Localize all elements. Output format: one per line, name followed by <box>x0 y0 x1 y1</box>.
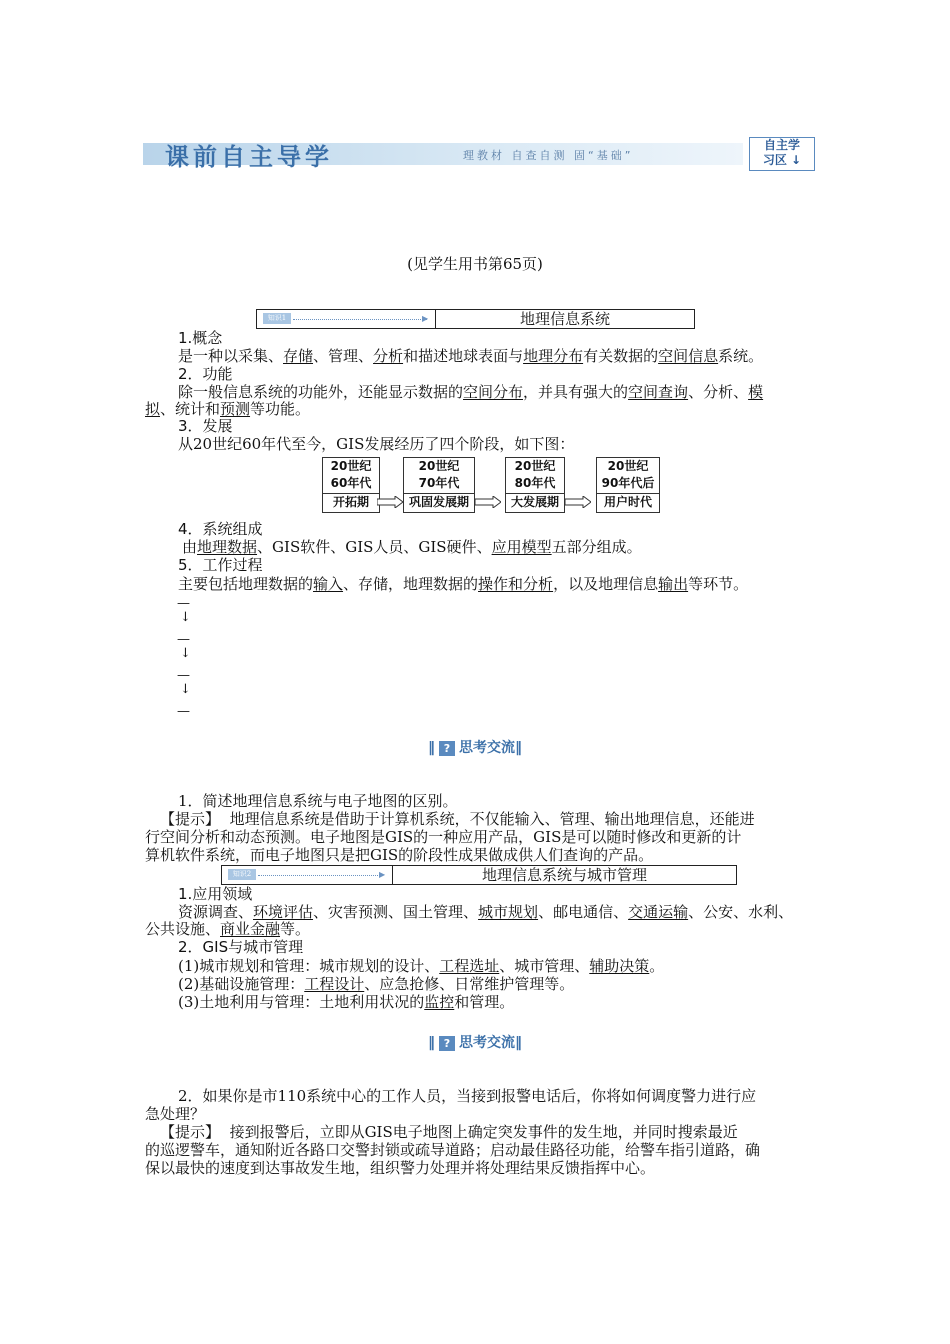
blank-answer: 环境评估 <box>253 903 314 921</box>
down-arrow-icon: ↓ <box>180 682 191 697</box>
stage-box: 20世纪 60年代 开拓期 <box>322 457 380 513</box>
down-arrow-icon: ↓ <box>180 610 191 625</box>
knowledge-badge: 知识2 <box>228 869 256 880</box>
blank-answer: 拟 <box>145 400 161 418</box>
hint-1-line2: 行空间分析和动态预测。电子地图是GIS的一种应用产品，GIS是可以随时修改和更新的计 <box>145 828 742 846</box>
concept-heading: 1.概念 <box>178 329 223 347</box>
hint-1-line3: 算机软件系统，而电子地图只是把GIS的阶段性成果做成供人们查询的产品。 <box>145 846 654 864</box>
gis-city-heading: 2．GIS与城市管理 <box>178 938 304 956</box>
hint-label: 【提示】 <box>160 1123 221 1141</box>
arrow-head-icon: ▶ <box>379 870 386 879</box>
banner-title: 课前自主导学 <box>165 143 333 171</box>
blank-answer: 操作和分析 <box>478 575 554 593</box>
stage-phase: 大发展期 <box>510 495 559 509</box>
gis-city-item-2: (2)基础设施管理：工程设计、应急抢修、日常维护管理等。 <box>178 975 575 993</box>
section-title: 地理信息系统与城市管理 <box>481 866 647 884</box>
concept-text: 是一种以采集、存储、管理、分析和描述地球表面与地理分布有关数据的空间信息系统。 <box>178 347 764 365</box>
blank-answer: 工程选址 <box>439 957 500 975</box>
blank-line: — <box>177 668 190 683</box>
gis-city-item-1: (1)城市规划和管理：城市规划的设计、工程选址、城市管理、辅助决策。 <box>178 957 665 975</box>
function-text-line1: 除一般信息系统的功能外，还能显示数据的空间分布，并具有强大的空间查询、分析、模 <box>178 383 764 401</box>
stage-phase: 开拓期 <box>332 495 369 509</box>
blank-answer: 空间分布 <box>463 383 524 401</box>
process-heading: 5．工作过程 <box>178 556 263 574</box>
blank-line: — <box>177 704 190 719</box>
self-study-box-line1: 自主学 <box>763 138 800 152</box>
stage-phase: 巩固发展期 <box>408 495 469 509</box>
stage-box: 20世纪 90年代后 用户时代 <box>596 457 660 513</box>
gis-city-item-3: (3)土地利用与管理：土地利用状况的监控和管理。 <box>178 993 515 1011</box>
flow-arrow-icon <box>475 496 501 508</box>
section-header-gis <box>256 309 695 329</box>
think-exchange-label: ‖ ? 思考交流‖ <box>428 1035 522 1051</box>
section-tag <box>257 310 436 328</box>
blank-answer: 预测 <box>220 400 251 418</box>
development-text: 从20世纪60年代至今，GIS发展经历了四个阶段，如下图： <box>178 435 575 453</box>
down-arrow-icon: ↓ <box>180 646 191 661</box>
think-exchange-label: ‖ ? 思考交流‖ <box>428 740 522 756</box>
application-heading: 1.应用领域 <box>178 885 253 903</box>
blank-answer: 模 <box>748 383 764 401</box>
process-blank-column <box>177 598 191 720</box>
hint-label: 【提示】 <box>160 810 221 828</box>
stage-box: 20世纪 70年代 巩固发展期 <box>403 457 475 513</box>
blank-answer: 交通运输 <box>628 903 689 921</box>
stage-box: 20世纪 80年代 大发展期 <box>505 457 565 513</box>
section-header-city <box>221 865 737 885</box>
blank-answer: 商业金融 <box>220 920 281 938</box>
flow-arrow-icon <box>377 496 403 508</box>
application-line2: 公共设施、商业金融等。 <box>145 920 311 938</box>
question-icon: ? <box>439 1036 455 1051</box>
composition-text: 由地理数据、GIS软件、GIS人员、GIS硬件、应用模型五部分组成。 <box>182 538 642 556</box>
process-text: 主要包括地理数据的输入、存储，地理数据的操作和分析，以及地理信息输出等环节。 <box>178 575 749 593</box>
blank-answer: 城市规划 <box>478 903 539 921</box>
banner-subtitle: 理教材 自查自测 固“基础” <box>463 149 634 162</box>
development-heading: 3．发展 <box>178 417 233 435</box>
question-2-line2: 急处理？ <box>145 1105 206 1123</box>
hint-1-line1: 【提示】 地理信息系统是借助于计算机系统，不仅能输入、管理、输出地理信息，还能进 <box>160 810 755 828</box>
blank-answer: 分析 <box>373 347 404 365</box>
blank-answer: 监控 <box>424 993 455 1011</box>
page-reference: (见学生用书第65页) <box>407 255 543 273</box>
blank-answer: 辅助决策 <box>589 957 650 975</box>
blank-answer: 地理数据 <box>197 538 258 556</box>
question-1: 1．简述地理信息系统与电子地图的区别。 <box>178 792 458 810</box>
blank-answer: 空间信息 <box>658 347 719 365</box>
self-study-box-line2: 习区 ↓ <box>762 153 802 167</box>
question-2-line1: 2．如果你是市110系统中心的工作人员，当接到报警电话后，你将如何调度警力进行应 <box>178 1087 757 1105</box>
application-line1: 资源调查、环境评估、灾害预测、国土管理、城市规划、邮电通信、交通运输、公安、水利、 <box>178 903 794 921</box>
hint-2-line1: 【提示】 接到报警后，立即从GIS电子地图上确定突发事件的发生地，并同时搜索最近 <box>160 1123 738 1141</box>
section-tag <box>222 866 393 884</box>
hint-2-line2: 的巡逻警车，通知附近各路口交警封锁或疏导道路；启动最佳路径功能，给警车指引道路，确 <box>145 1141 761 1159</box>
blank-answer: 地理分布 <box>523 347 584 365</box>
arrow-line <box>258 875 380 876</box>
question-icon: ? <box>439 741 455 756</box>
function-text-line2: 拟、统计和预测等功能。 <box>145 400 311 418</box>
blank-answer: 工程设计 <box>304 975 365 993</box>
arrow-head-icon: ▶ <box>422 314 429 323</box>
blank-line: — <box>177 596 190 611</box>
section-title: 地理信息系统 <box>519 310 610 328</box>
blank-answer: 存储 <box>283 347 314 365</box>
gis-stage-flow <box>322 457 662 515</box>
blank-answer: 输入 <box>313 575 344 593</box>
blank-answer: 空间查询 <box>628 383 689 401</box>
blank-answer: 输出 <box>658 575 689 593</box>
arrow-line <box>293 319 427 320</box>
flow-arrow-icon <box>565 496 591 508</box>
function-heading: 2．功能 <box>178 365 233 383</box>
hint-2-line3: 保以最快的速度到达事故发生地，组织警力处理并将处理结果反馈指挥中心。 <box>145 1159 656 1177</box>
blank-line: — <box>177 632 190 647</box>
stage-phase: 用户时代 <box>603 495 652 509</box>
section-banner <box>143 137 815 171</box>
blank-answer: 应用模型 <box>491 538 552 556</box>
knowledge-badge: 知识1 <box>263 313 291 324</box>
self-study-box <box>749 137 815 171</box>
composition-heading: 4．系统组成 <box>178 520 263 538</box>
